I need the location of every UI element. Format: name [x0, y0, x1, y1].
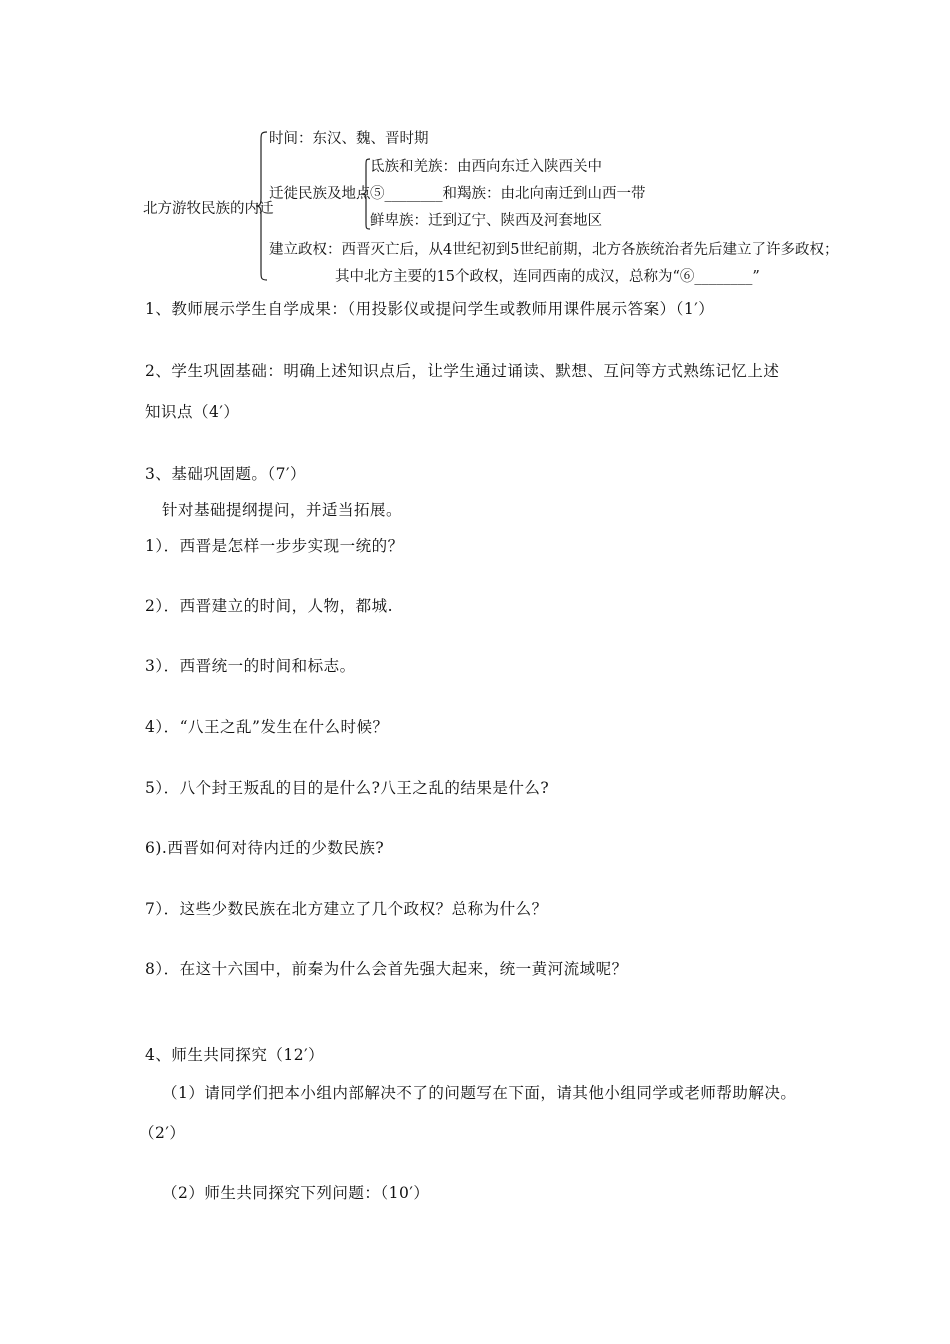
question-item: 4）．“八王之乱”发生在什么时候？ — [145, 718, 389, 736]
student-consolidate-step-cont: 知识点（4′） — [145, 403, 240, 421]
outer-brace-icon — [255, 130, 269, 282]
question-item: 2）．西晋建立的时间，人物，都城. — [145, 597, 394, 615]
outline-regime-line1: 建立政权：西晋灭亡后，从4世纪初到5世纪前期，北方各族统治者先后建立了许多政权； — [269, 242, 839, 258]
question-item: 6).西晋如何对待内迁的少数民族? — [145, 839, 385, 857]
question-item: 3）．西晋统一的时间和标志。 — [145, 657, 356, 675]
migration-item: 氐族和羌族：由西向东迁入陕西关中 — [370, 159, 602, 175]
joint-inquiry-sub1: （1）请同学们把本小组内部解决不了的问题写在下面，请其他小组同学或老师帮助解决。 — [162, 1084, 797, 1102]
migration-item: 鲜卑族：迁到辽宁、陕西及河套地区 — [370, 213, 602, 229]
joint-inquiry-sub2: （2）师生共同探究下列问题：（10′） — [162, 1184, 430, 1202]
outline-time: 时间：东汉、魏、晋时期 — [269, 131, 429, 147]
outline-migration-label: 迁徙民族及地点 — [269, 186, 371, 202]
basic-questions-intro: 针对基础提纲提问，并适当拓展。 — [162, 501, 403, 519]
basic-questions-heading: 3、基础巩固题。（7′） — [145, 465, 306, 483]
joint-inquiry-sub1-cont: （2′） — [139, 1124, 186, 1142]
joint-inquiry-heading: 4、师生共同探究（12′） — [145, 1046, 325, 1064]
question-item: 1）．西晋是怎样一步步实现一统的？ — [145, 537, 404, 555]
question-item: 8）．在这十六国中，前秦为什么会首先强大起来，统一黄河流域呢？ — [145, 960, 628, 978]
outline-regime-line2: 其中北方主要的15个政权，连同西南的成汉，总称为“⑥________” — [335, 269, 760, 285]
student-consolidate-step: 2、学生巩固基础：明确上述知识点后，让学生通过诵读、默想、互问等方式熟练记忆上述 — [145, 362, 780, 380]
outline-root: 北方游牧民族的内迁 — [143, 201, 274, 217]
teacher-display-step: 1、教师展示学生自学成果：（用投影仪或提问学生或教师用课件展示答案）（1′） — [145, 300, 715, 318]
question-item: 7）．这些少数民族在北方建立了几个政权？总称为什么？ — [145, 900, 548, 918]
question-item: 5）．八个封王叛乱的目的是什么?八王之乱的结果是什么? — [145, 779, 550, 797]
migration-item: ⑤________和羯族：由北向南迁到山西一带 — [370, 186, 646, 202]
